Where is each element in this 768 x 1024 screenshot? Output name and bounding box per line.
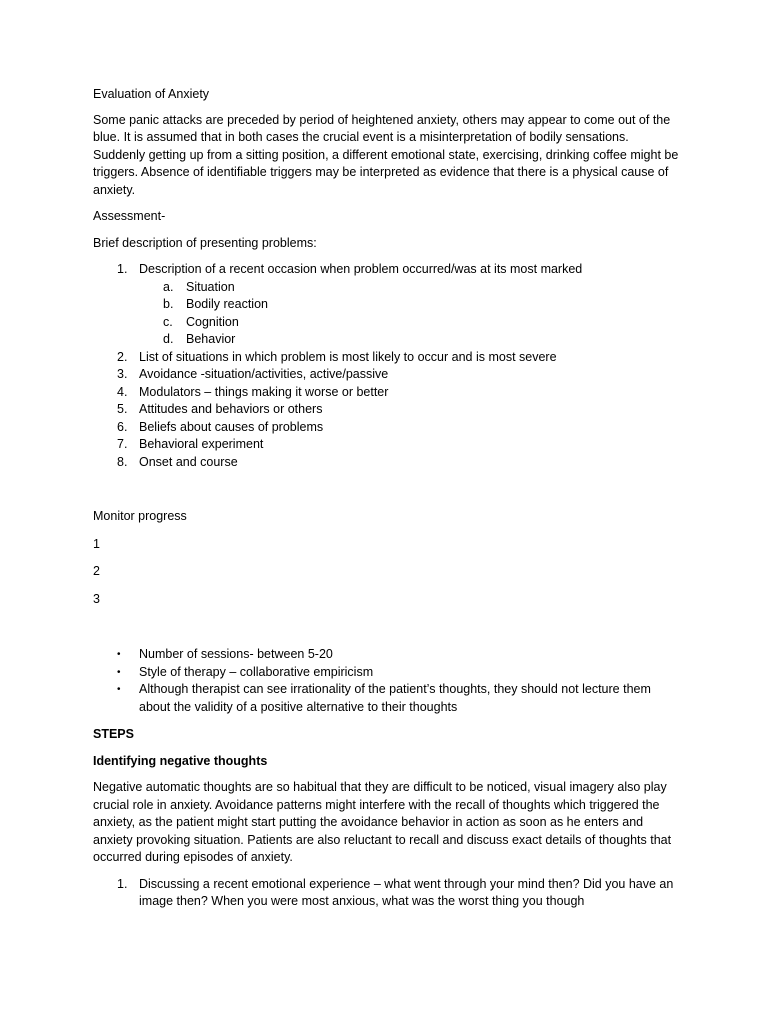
- sub-list-item: [139, 331, 683, 349]
- list-item-number: 1.: [117, 876, 128, 891]
- list-item-text: Onset and course: [139, 454, 238, 469]
- assessment-list: [93, 261, 683, 471]
- intro-paragraph: Some panic attacks are preceded by period of heightened anxiety, others may appear to come out of the blue. It is assumed that in both cases the crucial event is a misinterpretation of bodily sensations. Suddenly getting up from a sitting position, a different emotional state, exercising, drinking coffee might be triggers. Absence of identifiable triggers may be interpreted as evidence that there is a physical cause of anxiety.: [93, 112, 679, 197]
- list-item-text: Behavioral experiment: [139, 437, 264, 451]
- sub-list-item-text: Bodily reaction: [186, 297, 268, 311]
- list-item: [93, 401, 683, 419]
- sub-list-item-letter: c.: [163, 314, 173, 329]
- list-item-number: 8.: [117, 454, 128, 469]
- sub-list-item-letter: b.: [163, 297, 174, 311]
- list-item: [93, 876, 683, 911]
- sub-list: [139, 279, 683, 349]
- list-item-text: Discussing a recent emotional experience – what went through your mind then? Did you have an image then? When you were most anxious, what was the worst thing you though: [139, 876, 674, 908]
- spacer: [93, 471, 683, 508]
- list-item-text: List of situations in which problem is most likely to occur and is most severe: [139, 349, 557, 364]
- bullet-text: Number of sessions- between 5-20: [139, 647, 333, 661]
- bullet-item: [93, 664, 683, 682]
- list-item-number: 4.: [117, 384, 128, 399]
- list-item-text: Modulators – things making it worse or better: [139, 384, 389, 399]
- bullet-icon: •: [117, 666, 121, 678]
- list-item-number: 5.: [117, 402, 128, 416]
- monitor-number: 3: [93, 591, 100, 606]
- list-item-number: 3.: [117, 367, 128, 381]
- list-item: [93, 366, 683, 384]
- bullet-icon: •: [117, 649, 121, 660]
- list-item: [93, 419, 683, 437]
- sub-list-item-text: Cognition: [186, 314, 239, 329]
- monitor-number: 2: [93, 564, 100, 578]
- bullet-list: [93, 646, 683, 716]
- brief-description-label: Brief description of presenting problems:: [93, 235, 317, 250]
- bullet-text: Although therapist can see irrationality of the patient’s thoughts, they should not lecture them about the validity of a positive alternative to their thoughts: [139, 682, 651, 714]
- negative-thoughts-list: [93, 876, 683, 911]
- list-item-text: Attitudes and behaviors or others: [139, 402, 323, 416]
- list-item-number: 2.: [117, 349, 128, 364]
- sub-list-item-letter: d.: [163, 332, 174, 346]
- list-item-text: Beliefs about causes of problems: [139, 419, 324, 434]
- list-item-text: Description of a recent occasion when problem occurred/was at its most marked: [139, 262, 583, 276]
- monitor-progress-label: Monitor progress: [93, 509, 187, 523]
- bullet-item: [93, 681, 683, 716]
- list-item: [93, 349, 683, 367]
- list-item-number: 1.: [117, 262, 128, 276]
- bullet-item: [93, 646, 683, 664]
- assessment-label: Assessment-: [93, 209, 166, 223]
- steps-heading: STEPS: [93, 727, 134, 741]
- list-item: [93, 261, 683, 349]
- list-item-number: 7.: [117, 437, 128, 451]
- document-title: Evaluation of Anxiety: [93, 87, 210, 101]
- sub-list-item-text: Behavior: [186, 332, 236, 346]
- list-item: [93, 436, 683, 454]
- negative-thoughts-heading: Identifying negative thoughts: [93, 753, 268, 768]
- sub-list-item: [139, 296, 683, 314]
- list-item-number: 6.: [117, 419, 128, 434]
- negative-thoughts-paragraph: Negative automatic thoughts are so habitual that they are difficult to be noticed, visual imagery also play crucial role in anxiety. Avoidance patterns might interfere with the recall of thoughts which triggered the anxiety, as the patient might start putting the avoidance behavior in action as soon as he enters and anxiety provoking situation. Patients are also reluctant to recall and discuss exact details of thoughts that occurred during episodes of anxiety.: [93, 780, 672, 864]
- monitor-number: 1: [93, 536, 100, 551]
- list-item: [93, 384, 683, 402]
- list-item: [93, 454, 683, 472]
- bullet-icon: •: [117, 684, 121, 695]
- sub-list-item: [139, 314, 683, 332]
- list-item-text: Avoidance -situation/activities, active/passive: [139, 367, 389, 381]
- sub-list-item: [139, 279, 683, 297]
- bullet-text: Style of therapy – collaborative empiricism: [139, 664, 374, 679]
- spacer: [93, 618, 683, 646]
- sub-list-item-letter: a.: [163, 279, 174, 294]
- document-body: [93, 86, 683, 911]
- sub-list-item-text: Situation: [186, 279, 235, 294]
